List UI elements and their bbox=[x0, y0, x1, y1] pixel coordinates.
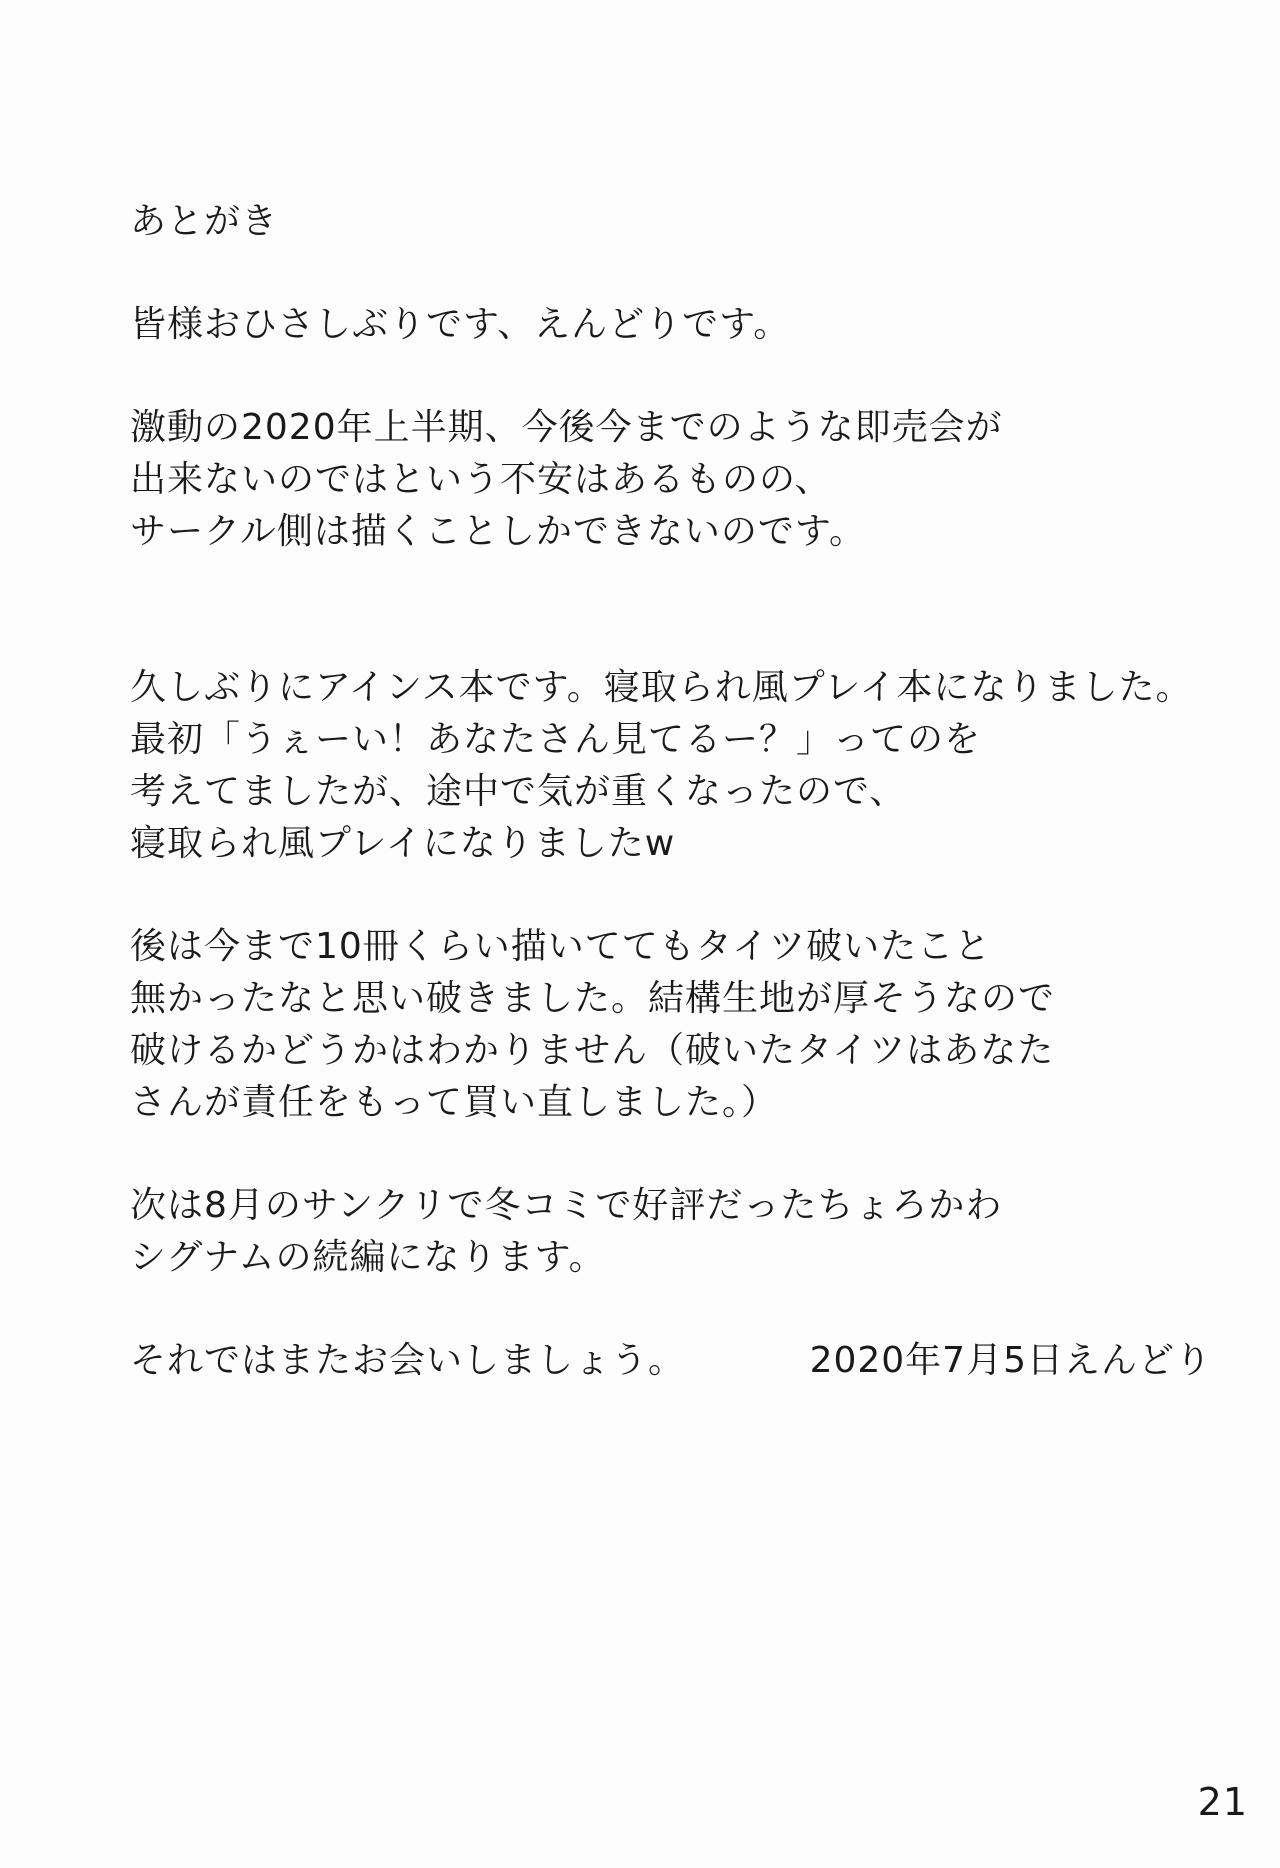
afterword-title: あとがき bbox=[130, 201, 279, 242]
paragraph4-line: 次は8月のサンクリで冬コミで好評だったちょろかわ bbox=[130, 1185, 1003, 1226]
farewell-text: それではまたお会いしましょう。 bbox=[130, 1340, 686, 1381]
closing-row bbox=[130, 1335, 1212, 1387]
paragraph1-line: 出来ないのではという不安はあるものの、 bbox=[130, 459, 832, 500]
paragraph3-line: 破けるかどうかはわかりません（破いたタイツはあなた bbox=[130, 1030, 1055, 1071]
paragraph4-line: シグナムの続編になります。 bbox=[130, 1237, 606, 1278]
signature-text: 2020年7月5日えんどり bbox=[809, 1340, 1212, 1381]
paragraph3-line: 無かったなと思い破きました。結構生地が厚そうなので bbox=[130, 978, 1056, 1019]
paragraph3-line: さんが責任をもって買い直しました。） bbox=[130, 1082, 779, 1123]
greeting-line: 皆様おひさしぶりです、えんどりです。 bbox=[130, 304, 791, 345]
afterword-text bbox=[130, 196, 1220, 1387]
paragraph2-line: 考えてましたが、途中で気が重くなったので、 bbox=[130, 771, 907, 812]
paragraph3-line: 後は今まで10冊くらい描いててもタイツ破いたこと bbox=[130, 926, 992, 967]
page-number: 21 bbox=[1197, 1780, 1248, 1824]
paragraph2-line: 寝取られ風プレイになりましたw bbox=[130, 823, 676, 864]
paragraph1-line: サークル側は描くことしかできないのです。 bbox=[130, 511, 867, 552]
paragraph1-line: 激動の2020年上半期、今後今までのような即売会が bbox=[130, 407, 1003, 448]
paragraph2-line: 久しぶりにアインス本です。寝取られ風プレイ本になりました。 bbox=[130, 667, 1193, 708]
paragraph2-line: 最初「うぇーい！あなたさん見てるー？」ってのを bbox=[130, 719, 982, 760]
